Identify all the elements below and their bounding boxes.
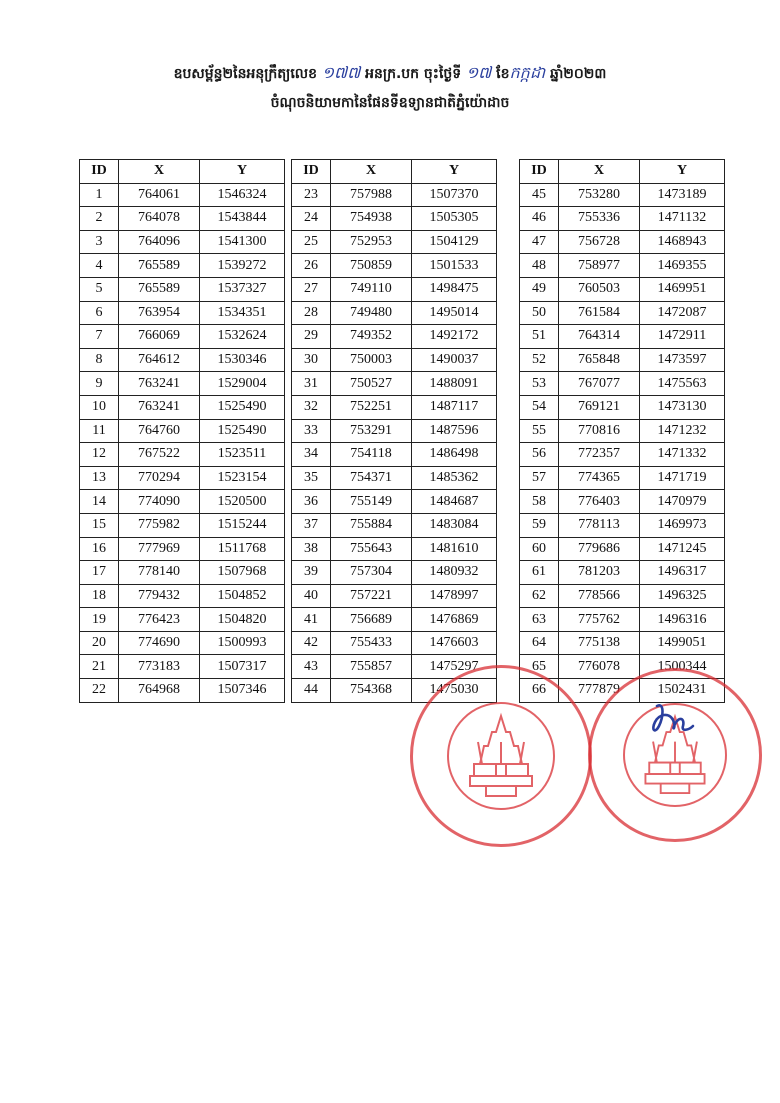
- point-id: 49: [520, 277, 559, 301]
- point-id: 52: [520, 348, 559, 372]
- y-coordinate: 1471332: [640, 443, 725, 467]
- table-row: [292, 301, 497, 325]
- table-row: [292, 277, 497, 301]
- x-coordinate: 749480: [331, 301, 412, 325]
- table-row: [80, 537, 285, 561]
- point-id: 60: [520, 537, 559, 561]
- x-coordinate: 750003: [331, 348, 412, 372]
- x-coordinate: 775762: [559, 608, 640, 632]
- y-coordinate: 1492172: [412, 325, 497, 349]
- y-coordinate: 1468943: [640, 230, 725, 254]
- x-coordinate: 777969: [119, 537, 200, 561]
- x-coordinate: 772357: [559, 443, 640, 467]
- y-coordinate: 1475563: [640, 372, 725, 396]
- y-coordinate: 1469973: [640, 513, 725, 537]
- table-row: [520, 301, 725, 325]
- x-coordinate: 764078: [119, 207, 200, 231]
- y-coordinate: 1504129: [412, 230, 497, 254]
- x-coordinate: 757304: [331, 561, 412, 585]
- x-coordinate: 770816: [559, 419, 640, 443]
- point-id: 8: [80, 348, 119, 372]
- table-row: [292, 207, 497, 231]
- point-id: 7: [80, 325, 119, 349]
- point-id: 14: [80, 490, 119, 514]
- table-row: [520, 254, 725, 278]
- y-header: Y: [200, 160, 285, 184]
- table-row: [520, 490, 725, 514]
- point-id: 61: [520, 561, 559, 585]
- y-coordinate: 1504852: [200, 584, 285, 608]
- x-coordinate: 769121: [559, 395, 640, 419]
- official-seal-right: [588, 668, 762, 842]
- y-coordinate: 1490037: [412, 348, 497, 372]
- point-id: 50: [520, 301, 559, 325]
- table-row: [80, 608, 285, 632]
- x-coordinate: 779686: [559, 537, 640, 561]
- table-row: [292, 561, 497, 585]
- point-id: 27: [292, 277, 331, 301]
- point-id: 22: [80, 679, 119, 703]
- table-row: [80, 655, 285, 679]
- point-id: 42: [292, 631, 331, 655]
- x-coordinate: 764760: [119, 419, 200, 443]
- y-coordinate: 1496316: [640, 608, 725, 632]
- x-coordinate: 755336: [559, 207, 640, 231]
- y-coordinate: 1471232: [640, 419, 725, 443]
- table-row: [80, 679, 285, 703]
- id-header: ID: [520, 160, 559, 184]
- table-row: [80, 561, 285, 585]
- coordinate-table-3: [519, 159, 725, 703]
- table-row: [520, 183, 725, 207]
- x-coordinate: 763241: [119, 395, 200, 419]
- y-coordinate: 1546324: [200, 183, 285, 207]
- y-coordinate: 1515244: [200, 513, 285, 537]
- y-coordinate: 1488091: [412, 372, 497, 396]
- y-coordinate: 1481610: [412, 537, 497, 561]
- x-coordinate: 750859: [331, 254, 412, 278]
- table-row: [520, 537, 725, 561]
- x-coordinate: 776423: [119, 608, 200, 632]
- y-coordinate: 1507968: [200, 561, 285, 585]
- x-coordinate: 755857: [331, 655, 412, 679]
- table-row: [80, 254, 285, 278]
- y-coordinate: 1507370: [412, 183, 497, 207]
- x-coordinate: 765848: [559, 348, 640, 372]
- point-id: 66: [520, 679, 559, 703]
- x-coordinate: 781203: [559, 561, 640, 585]
- y-coordinate: 1500344: [640, 655, 725, 679]
- point-id: 28: [292, 301, 331, 325]
- coordinate-table-1: [79, 159, 285, 703]
- decree-day: ១៧: [466, 63, 492, 82]
- id-header: ID: [80, 160, 119, 184]
- y-coordinate: 1496317: [640, 561, 725, 585]
- point-id: 30: [292, 348, 331, 372]
- x-coordinate: 778113: [559, 513, 640, 537]
- y-coordinate: 1499051: [640, 631, 725, 655]
- point-id: 62: [520, 584, 559, 608]
- y-coordinate: 1534351: [200, 301, 285, 325]
- y-coordinate: 1498475: [412, 277, 497, 301]
- x-coordinate: 766069: [119, 325, 200, 349]
- y-coordinate: 1496325: [640, 584, 725, 608]
- point-id: 4: [80, 254, 119, 278]
- point-id: 51: [520, 325, 559, 349]
- x-coordinate: 753280: [559, 183, 640, 207]
- x-coordinate: 761584: [559, 301, 640, 325]
- table-row: [80, 325, 285, 349]
- decree-month: កក្កដា: [509, 63, 546, 82]
- point-id: 55: [520, 419, 559, 443]
- point-id: 21: [80, 655, 119, 679]
- point-id: 20: [80, 631, 119, 655]
- table-row: [80, 490, 285, 514]
- table-row: [292, 348, 497, 372]
- point-id: 17: [80, 561, 119, 585]
- point-id: 31: [292, 372, 331, 396]
- y-coordinate: 1476869: [412, 608, 497, 632]
- point-id: 40: [292, 584, 331, 608]
- title-text-2: អនក្រ.បក ចុះថ្ងៃទី: [365, 66, 462, 82]
- table-row: [292, 443, 497, 467]
- x-coordinate: 767077: [559, 372, 640, 396]
- y-coordinate: 1530346: [200, 348, 285, 372]
- y-coordinate: 1473130: [640, 395, 725, 419]
- y-coordinate: 1539272: [200, 254, 285, 278]
- table-row: [292, 395, 497, 419]
- table-row: [292, 490, 497, 514]
- point-id: 24: [292, 207, 331, 231]
- point-id: 64: [520, 631, 559, 655]
- y-coordinate: 1511768: [200, 537, 285, 561]
- point-id: 38: [292, 537, 331, 561]
- table-row: [292, 537, 497, 561]
- table-row: [80, 207, 285, 231]
- document-header: [0, 58, 780, 117]
- table-header-row: [80, 160, 285, 184]
- x-coordinate: 754938: [331, 207, 412, 231]
- x-coordinate: 760503: [559, 277, 640, 301]
- x-coordinate: 755884: [331, 513, 412, 537]
- table-row: [520, 608, 725, 632]
- table-row: [520, 395, 725, 419]
- x-coordinate: 749352: [331, 325, 412, 349]
- y-header: Y: [640, 160, 725, 184]
- table-row: [80, 277, 285, 301]
- y-coordinate: 1525490: [200, 419, 285, 443]
- table-row: [520, 207, 725, 231]
- y-coordinate: 1475030: [412, 679, 497, 703]
- table-row: [520, 348, 725, 372]
- point-id: 26: [292, 254, 331, 278]
- title-text: ឧបសម្ព័ន្ធ២នៃអនុក្រឹត្យលេខ: [173, 66, 318, 82]
- y-coordinate: 1486498: [412, 443, 497, 467]
- y-coordinate: 1520500: [200, 490, 285, 514]
- x-coordinate: 755149: [331, 490, 412, 514]
- x-coordinate: 758977: [559, 254, 640, 278]
- y-coordinate: 1537327: [200, 277, 285, 301]
- table-row: [520, 513, 725, 537]
- y-coordinate: 1507317: [200, 655, 285, 679]
- x-coordinate: 764061: [119, 183, 200, 207]
- table-row: [520, 419, 725, 443]
- x-coordinate: 753291: [331, 419, 412, 443]
- point-id: 53: [520, 372, 559, 396]
- table-row: [520, 277, 725, 301]
- table-row: [292, 631, 497, 655]
- point-id: 35: [292, 466, 331, 490]
- point-id: 54: [520, 395, 559, 419]
- point-id: 43: [292, 655, 331, 679]
- point-id: 33: [292, 419, 331, 443]
- y-coordinate: 1523154: [200, 466, 285, 490]
- point-id: 19: [80, 608, 119, 632]
- table-row: [80, 443, 285, 467]
- x-coordinate: 776403: [559, 490, 640, 514]
- x-coordinate: 774090: [119, 490, 200, 514]
- x-header: X: [559, 160, 640, 184]
- x-coordinate: 777879: [559, 679, 640, 703]
- x-coordinate: 754368: [331, 679, 412, 703]
- y-coordinate: 1476603: [412, 631, 497, 655]
- x-coordinate: 763241: [119, 372, 200, 396]
- table-row: [520, 443, 725, 467]
- document-subtitle: ចំណុចនិយាមកានៃផែនទីឧទ្យានជាតិភ្នំយ៉ោដាច: [270, 95, 510, 111]
- coordinate-table-2: [291, 159, 497, 703]
- x-coordinate: 750527: [331, 372, 412, 396]
- point-id: 29: [292, 325, 331, 349]
- y-coordinate: 1469951: [640, 277, 725, 301]
- x-coordinate: 756728: [559, 230, 640, 254]
- table-row: [292, 419, 497, 443]
- table-row: [520, 325, 725, 349]
- point-id: 11: [80, 419, 119, 443]
- point-id: 44: [292, 679, 331, 703]
- point-id: 32: [292, 395, 331, 419]
- y-coordinate: 1523511: [200, 443, 285, 467]
- x-coordinate: 775982: [119, 513, 200, 537]
- x-coordinate: 774690: [119, 631, 200, 655]
- table-row: [292, 183, 497, 207]
- table-row: [520, 584, 725, 608]
- y-coordinate: 1472087: [640, 301, 725, 325]
- point-id: 15: [80, 513, 119, 537]
- y-coordinate: 1485362: [412, 466, 497, 490]
- y-coordinate: 1484687: [412, 490, 497, 514]
- title-text-3: ខែ: [496, 66, 510, 82]
- y-coordinate: 1472911: [640, 325, 725, 349]
- point-id: 65: [520, 655, 559, 679]
- point-id: 16: [80, 537, 119, 561]
- x-coordinate: 764314: [559, 325, 640, 349]
- point-id: 37: [292, 513, 331, 537]
- table-header-row: [292, 160, 497, 184]
- table-row: [80, 348, 285, 372]
- x-coordinate: 776078: [559, 655, 640, 679]
- x-coordinate: 778566: [559, 584, 640, 608]
- y-coordinate: 1470979: [640, 490, 725, 514]
- x-coordinate: 779432: [119, 584, 200, 608]
- x-coordinate: 765589: [119, 254, 200, 278]
- y-coordinate: 1469355: [640, 254, 725, 278]
- y-coordinate: 1501533: [412, 254, 497, 278]
- point-id: 58: [520, 490, 559, 514]
- y-coordinate: 1543844: [200, 207, 285, 231]
- x-coordinate: 765589: [119, 277, 200, 301]
- table-row: [80, 419, 285, 443]
- decree-year: ឆ្នាំ២០២៣: [549, 66, 607, 82]
- x-coordinate: 763954: [119, 301, 200, 325]
- id-header: ID: [292, 160, 331, 184]
- y-coordinate: 1487117: [412, 395, 497, 419]
- x-coordinate: 755643: [331, 537, 412, 561]
- x-coordinate: 764968: [119, 679, 200, 703]
- table-row: [520, 466, 725, 490]
- table-row: [292, 608, 497, 632]
- table-row: [80, 513, 285, 537]
- point-id: 13: [80, 466, 119, 490]
- x-coordinate: 770294: [119, 466, 200, 490]
- point-id: 48: [520, 254, 559, 278]
- y-coordinate: 1504820: [200, 608, 285, 632]
- point-id: 1: [80, 183, 119, 207]
- point-id: 9: [80, 372, 119, 396]
- document-title: [0, 58, 780, 89]
- table-row: [80, 372, 285, 396]
- y-coordinate: 1541300: [200, 230, 285, 254]
- point-id: 5: [80, 277, 119, 301]
- point-id: 59: [520, 513, 559, 537]
- x-coordinate: 767522: [119, 443, 200, 467]
- table-row: [292, 230, 497, 254]
- point-id: 63: [520, 608, 559, 632]
- x-coordinate: 754371: [331, 466, 412, 490]
- point-id: 56: [520, 443, 559, 467]
- y-coordinate: 1478997: [412, 584, 497, 608]
- table-row: [292, 466, 497, 490]
- y-coordinate: 1500993: [200, 631, 285, 655]
- x-coordinate: 752251: [331, 395, 412, 419]
- x-coordinate: 764612: [119, 348, 200, 372]
- x-coordinate: 752953: [331, 230, 412, 254]
- y-header: Y: [412, 160, 497, 184]
- x-header: X: [119, 160, 200, 184]
- y-coordinate: 1471719: [640, 466, 725, 490]
- table-row: [520, 372, 725, 396]
- table-row: [292, 513, 497, 537]
- point-id: 39: [292, 561, 331, 585]
- x-coordinate: 773183: [119, 655, 200, 679]
- point-id: 23: [292, 183, 331, 207]
- table-row: [80, 301, 285, 325]
- point-id: 10: [80, 395, 119, 419]
- point-id: 34: [292, 443, 331, 467]
- table-row: [80, 183, 285, 207]
- y-coordinate: 1480932: [412, 561, 497, 585]
- y-coordinate: 1473189: [640, 183, 725, 207]
- point-id: 25: [292, 230, 331, 254]
- x-coordinate: 755433: [331, 631, 412, 655]
- x-coordinate: 749110: [331, 277, 412, 301]
- table-row: [80, 230, 285, 254]
- point-id: 45: [520, 183, 559, 207]
- point-id: 12: [80, 443, 119, 467]
- table-row: [292, 372, 497, 396]
- table-row: [520, 561, 725, 585]
- table-row: [80, 466, 285, 490]
- decree-number: ១៧៧: [321, 63, 361, 82]
- point-id: 47: [520, 230, 559, 254]
- y-coordinate: 1525490: [200, 395, 285, 419]
- table-row: [80, 631, 285, 655]
- point-id: 3: [80, 230, 119, 254]
- point-id: 6: [80, 301, 119, 325]
- y-coordinate: 1532624: [200, 325, 285, 349]
- y-coordinate: 1483084: [412, 513, 497, 537]
- angkor-seal-icon: [466, 712, 536, 798]
- y-coordinate: 1475297: [412, 655, 497, 679]
- y-coordinate: 1471132: [640, 207, 725, 231]
- y-coordinate: 1473597: [640, 348, 725, 372]
- x-coordinate: 775138: [559, 631, 640, 655]
- table-header-row: [520, 160, 725, 184]
- table-row: [80, 395, 285, 419]
- x-coordinate: 756689: [331, 608, 412, 632]
- x-header: X: [331, 160, 412, 184]
- y-coordinate: 1471245: [640, 537, 725, 561]
- table-row: [520, 230, 725, 254]
- table-row: [292, 584, 497, 608]
- point-id: 46: [520, 207, 559, 231]
- x-coordinate: 757221: [331, 584, 412, 608]
- point-id: 2: [80, 207, 119, 231]
- x-coordinate: 778140: [119, 561, 200, 585]
- table-row: [520, 631, 725, 655]
- point-id: 41: [292, 608, 331, 632]
- y-coordinate: 1505305: [412, 207, 497, 231]
- table-row: [292, 254, 497, 278]
- x-coordinate: 764096: [119, 230, 200, 254]
- point-id: 18: [80, 584, 119, 608]
- signature-icon: [647, 700, 695, 740]
- y-coordinate: 1529004: [200, 372, 285, 396]
- point-id: 57: [520, 466, 559, 490]
- x-coordinate: 774365: [559, 466, 640, 490]
- y-coordinate: 1495014: [412, 301, 497, 325]
- table-row: [80, 584, 285, 608]
- x-coordinate: 754118: [331, 443, 412, 467]
- y-coordinate: 1502431: [640, 679, 725, 703]
- y-coordinate: 1487596: [412, 419, 497, 443]
- x-coordinate: 757988: [331, 183, 412, 207]
- official-seal-left: [410, 665, 592, 847]
- point-id: 36: [292, 490, 331, 514]
- table-row: [292, 325, 497, 349]
- y-coordinate: 1507346: [200, 679, 285, 703]
